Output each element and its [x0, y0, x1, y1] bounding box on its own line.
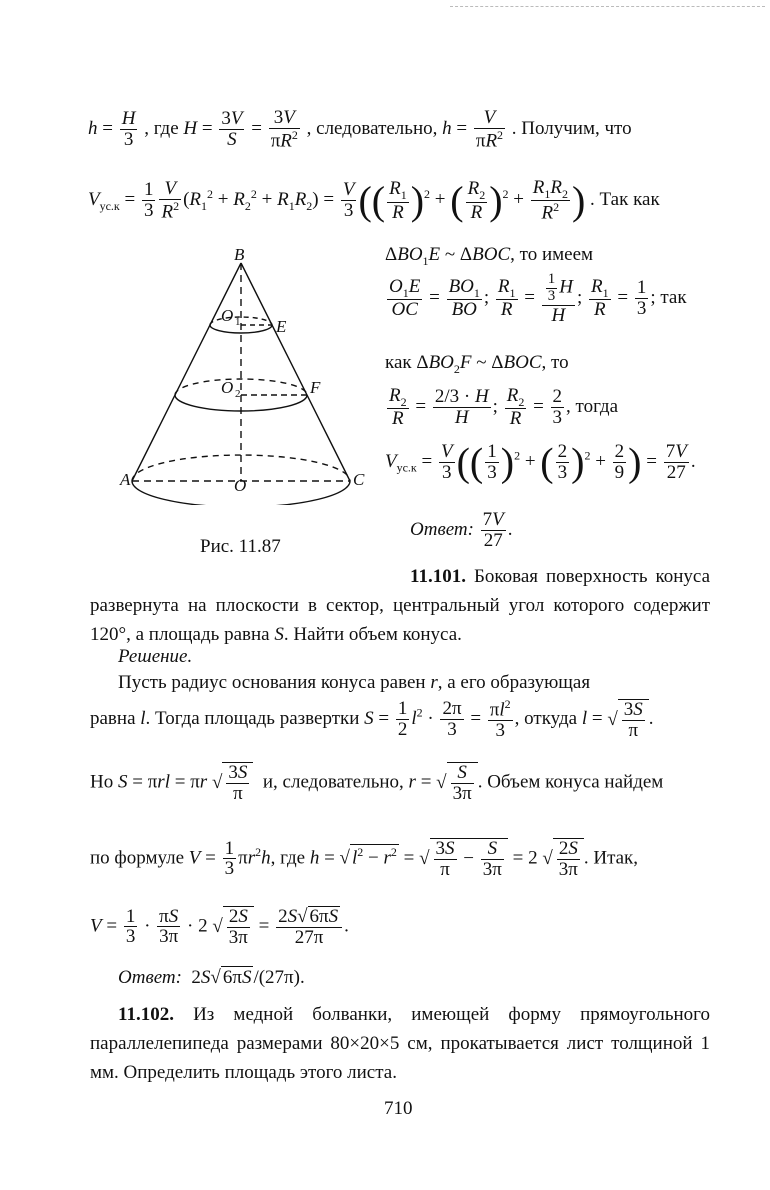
cone-figure — [110, 245, 370, 505]
formula-ratio-line: $\frac{O_1E}{OC}$ = $\frac{BO_1}{BO}$ ; $\frac{R_1}{R}$ = $\frac{1}{3}$ H H ; $\frac{R_1}{R}$ = $\frac{1}{3}$ ; так — [389, 271, 687, 326]
answer-1: Ответ: $\frac{7V}{27}$ . — [410, 509, 513, 551]
solution-line-4: по формуле V = $\frac{1}{3}$ $\pi r^2h$, где h = √ $l^2 - r^2$ = √ $\frac{3S}{\pi}$ − $\frac{S}{3\pi}$ = 2 √ $\frac{2S}{3\pi}$ . Итак, — [90, 837, 639, 880]
formula-volume-result: $V_{ус.к}$ = $\frac{V}{3}$ (( $\frac{1}{3}$ )$^2$ + ( $\frac{2}{3}$ )$^2$ + $\frac{2}{9}$ ) = $\frac{7V}{27}$ . — [385, 439, 696, 485]
solution-line-2: равна l. Тогда площадь развертки S = $\frac{1}{2}$ $l^2$ · $\frac{2\pi}{3}$ = $\frac{\pi l^2}{3}$ , откуда l = √ $\frac{3S}{\pi}$ . — [90, 697, 654, 742]
problem-101-statement: 11.101. Боковая поверхность конуса развернута на плоскости в сектор, центральный угол которого содержит 120°, а площадь равна S. Найти объем конуса. — [90, 566, 711, 645]
label-A: A — [120, 470, 131, 489]
page-number: 710 — [384, 1098, 413, 1119]
solution-line-5: V = $\frac{1}{3}$ · $\frac{\pi S}{3\pi}$ · 2 √ $\frac{2S}{3\pi}$ = $\frac{2S√ 6\pi S}{27\pi}$ . — [90, 905, 349, 948]
label-O: O — [234, 476, 247, 495]
formula-similarity-2: как $\Delta BO_2F$ ~ ΔBOC, то — [385, 352, 569, 376]
solution-line-1: Пусть радиус основания конуса равен r, а его образующая — [118, 672, 591, 693]
label-O1: O — [221, 306, 234, 325]
label-O2: O — [221, 378, 234, 397]
solution-label: Решение. — [118, 646, 193, 667]
formula-ratio-line-2: $\frac{R_2}{R}$ = $\frac{2/3 \cdot H}{H}$ ; $\frac{R_2}{R}$ = $\frac{2}{3}$ , тогда — [389, 385, 619, 430]
problem-102-statement: 11.102. Из медной болванки, имеющей форму прямоугольного параллелепипеда размерами 80×20×5 см, прокатывается лист толщиной 1 мм. Определить площадь этого листа. — [90, 1004, 711, 1083]
cone-left-edge — [132, 263, 241, 481]
formula-line-2: $V_{ус.к}$ = $\frac{1}{3}$ $\frac{V}{R^2}$ $(R_1^2 + R_2^2 + R_1R_2)$ = $\frac{V}{3}$ (( $\frac{R_1}{R}$ )$^2$ + ( $\frac{R_2}{R}$ )$^2$ + $\frac{R_1R_2}{R^2}$ ) . Так как — [88, 177, 660, 224]
top-edge-line — [450, 6, 765, 7]
label-E: E — [276, 317, 287, 336]
svg-text:2: 2 — [235, 388, 241, 400]
answer-2: Ответ: 2S√ 6πS /(27π). — [118, 967, 305, 988]
label-C: C — [353, 470, 365, 489]
formula-similarity-1: $\Delta BO_1E$ ~ ΔBOC, то имеем — [385, 244, 594, 268]
solution-line-3: Но S = πrl = πr √ $\frac{3S}{\pi}$ и, следовательно, r = √ $\frac{S}{3\pi}$ . Объем конуса найдем — [90, 762, 664, 804]
svg-text:1: 1 — [235, 316, 241, 328]
formula-line-1: h = $\frac{H}{3}$ , где H = $\frac{3V}{S}$ = $\frac{3V}{\pi R^2}$ , следовательно, h = $\frac{V}{\pi R^2}$ . Получим, что — [88, 107, 632, 152]
label-B: B — [234, 245, 245, 264]
cone-right-edge — [241, 263, 350, 481]
label-F: F — [310, 378, 321, 397]
figure-caption: Рис. 11.87 — [200, 536, 281, 557]
